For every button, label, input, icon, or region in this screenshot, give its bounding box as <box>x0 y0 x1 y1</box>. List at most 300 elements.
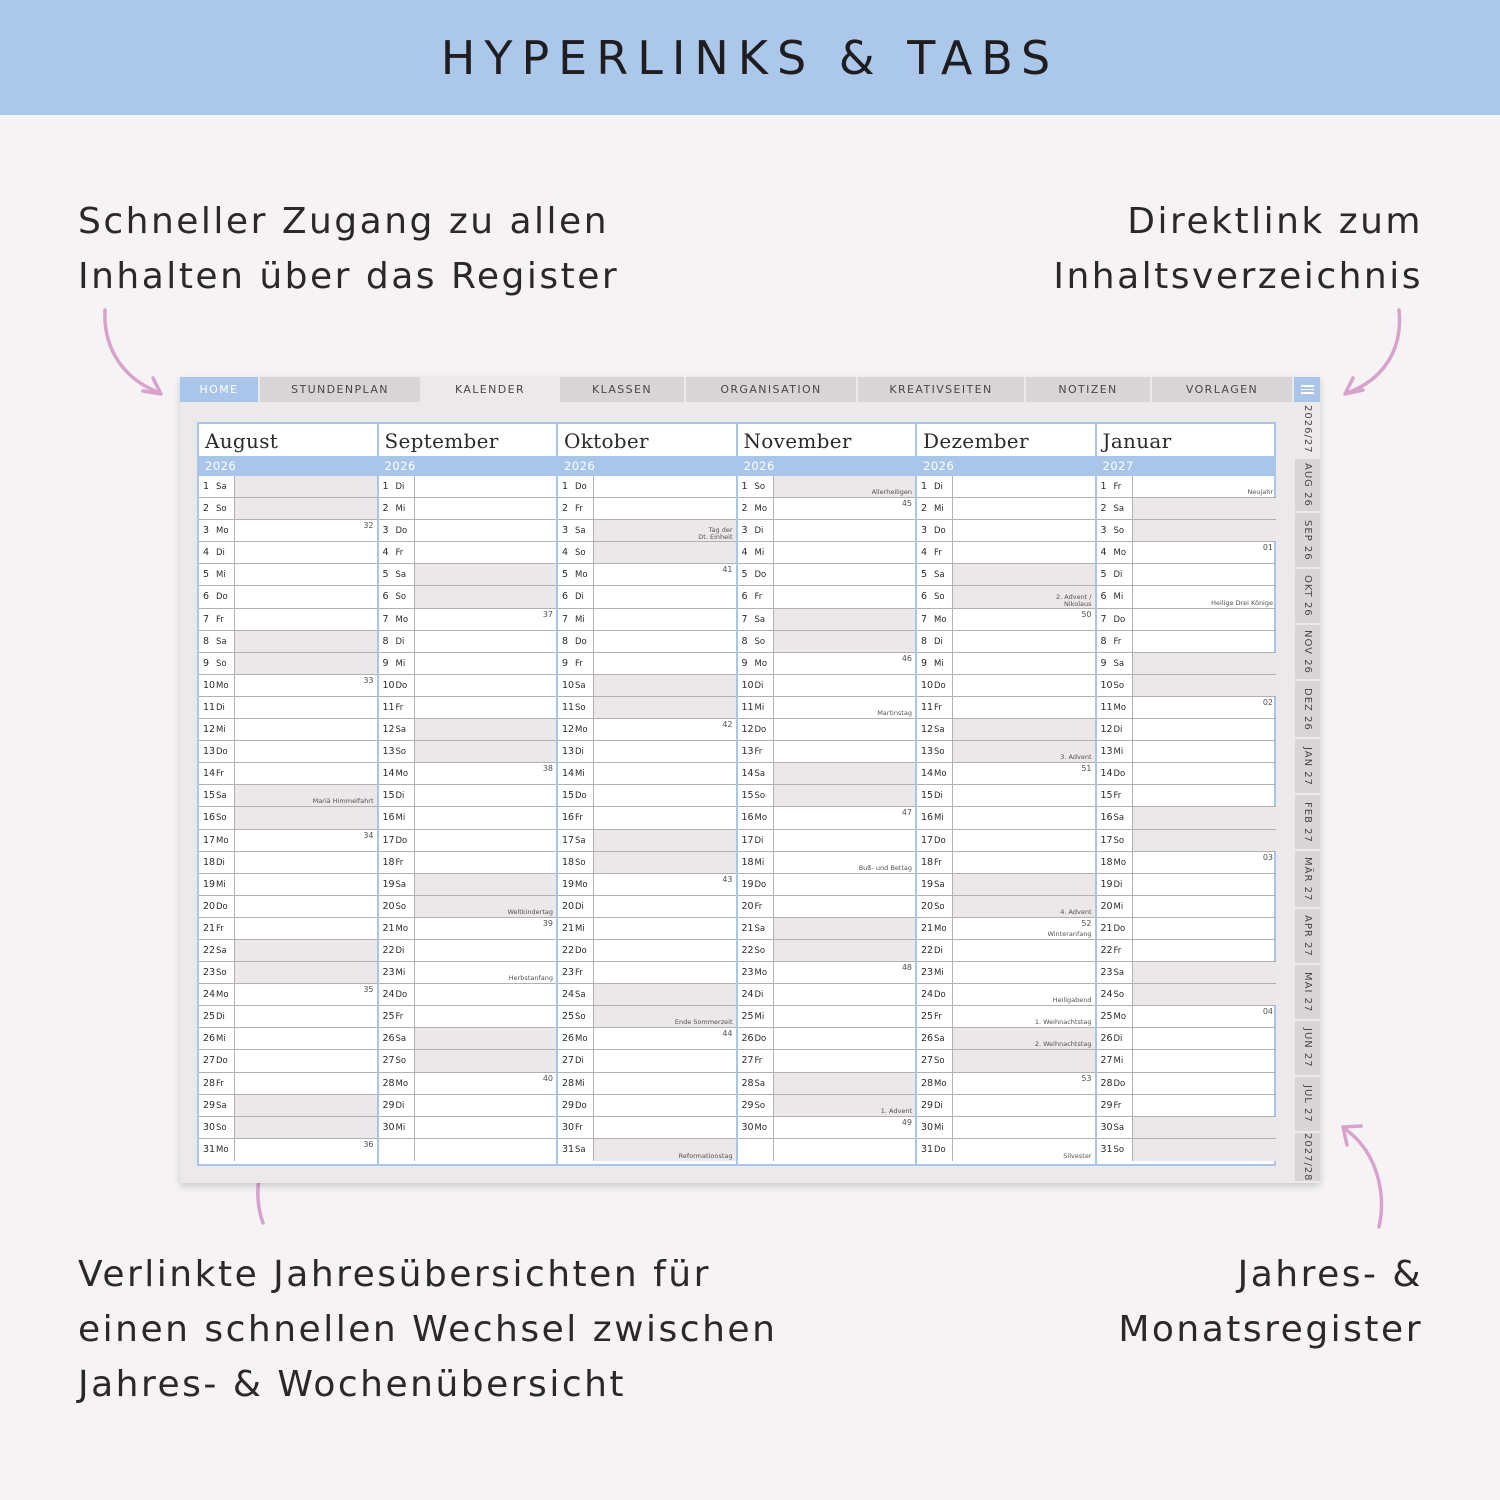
month-name[interactable]: September <box>384 429 499 453</box>
day-row[interactable] <box>199 675 377 697</box>
day-row[interactable] <box>558 763 736 785</box>
day-row[interactable] <box>379 542 557 564</box>
day-note-cell[interactable] <box>953 586 1095 607</box>
day-note-cell[interactable] <box>1133 520 1277 541</box>
day-note-cell[interactable] <box>594 785 736 806</box>
day-note-cell[interactable] <box>235 1050 377 1071</box>
month-name[interactable]: Januar <box>1102 429 1172 453</box>
day-note-cell[interactable] <box>415 896 557 917</box>
day-note-cell[interactable] <box>594 520 736 541</box>
day-row[interactable] <box>379 586 557 608</box>
day-note-cell[interactable] <box>774 1028 916 1049</box>
day-row[interactable] <box>558 984 736 1006</box>
day-note-cell[interactable] <box>415 918 557 939</box>
day-note-cell[interactable] <box>774 984 916 1005</box>
day-note-cell[interactable] <box>774 741 916 762</box>
day-row[interactable] <box>558 520 736 542</box>
side-tab-apr-27[interactable] <box>1295 909 1320 965</box>
day-row[interactable] <box>558 1028 736 1050</box>
day-row[interactable] <box>917 542 1095 564</box>
day-note-cell[interactable] <box>415 498 557 519</box>
day-note-cell[interactable] <box>594 697 736 718</box>
day-row[interactable] <box>199 1139 377 1161</box>
day-row[interactable] <box>738 962 916 984</box>
side-tab-okt-26[interactable] <box>1295 569 1320 625</box>
day-row[interactable] <box>1097 586 1277 608</box>
day-note-cell[interactable] <box>774 653 916 674</box>
day-note-cell[interactable] <box>953 741 1095 762</box>
day-row[interactable] <box>199 874 377 896</box>
day-row[interactable] <box>1097 918 1277 940</box>
day-row[interactable] <box>738 586 916 608</box>
day-row[interactable] <box>1097 807 1277 829</box>
day-row[interactable] <box>379 830 557 852</box>
day-note-cell[interactable] <box>415 1117 557 1138</box>
day-note-cell[interactable] <box>594 653 736 674</box>
day-note-cell[interactable] <box>1133 940 1277 961</box>
day-row[interactable] <box>379 1028 557 1050</box>
day-row[interactable] <box>199 1006 377 1028</box>
day-note-cell[interactable] <box>953 542 1095 563</box>
day-note-cell[interactable] <box>774 962 916 983</box>
week-number[interactable]: 39 <box>542 918 553 928</box>
day-row[interactable] <box>379 631 557 653</box>
day-note-cell[interactable] <box>1133 830 1277 851</box>
day-note-cell[interactable] <box>774 586 916 607</box>
day-note-cell[interactable] <box>415 1139 557 1161</box>
day-row[interactable] <box>379 653 557 675</box>
day-note-cell[interactable] <box>594 1028 736 1049</box>
day-note-cell[interactable] <box>415 564 557 585</box>
day-note-cell[interactable] <box>774 609 916 630</box>
day-row[interactable] <box>738 763 916 785</box>
day-note-cell[interactable] <box>415 1095 557 1116</box>
day-row[interactable] <box>199 918 377 940</box>
day-row[interactable] <box>379 918 557 940</box>
day-note-cell[interactable] <box>594 1139 736 1161</box>
side-tab-2027-28[interactable] <box>1295 1133 1320 1183</box>
day-note-cell[interactable] <box>953 498 1095 519</box>
day-row[interactable] <box>738 697 916 719</box>
day-row[interactable] <box>917 962 1095 984</box>
day-note-cell[interactable] <box>1133 675 1277 696</box>
day-note-cell[interactable] <box>235 763 377 784</box>
day-row[interactable] <box>738 476 916 498</box>
tab-organisation[interactable]: ORGANISATION <box>686 377 858 402</box>
day-note-cell[interactable] <box>1133 918 1277 939</box>
day-row[interactable] <box>917 631 1095 653</box>
day-row[interactable] <box>379 697 557 719</box>
day-row[interactable] <box>379 1117 557 1139</box>
day-note-cell[interactable] <box>415 807 557 828</box>
week-number[interactable]: 03 <box>1262 852 1273 862</box>
day-row[interactable] <box>738 1006 916 1028</box>
week-number[interactable]: 32 <box>363 521 374 531</box>
day-note-cell[interactable] <box>953 1073 1095 1094</box>
day-row[interactable] <box>917 1117 1095 1139</box>
day-row[interactable] <box>1097 697 1277 719</box>
day-note-cell[interactable] <box>1133 542 1277 563</box>
day-row[interactable] <box>558 918 736 940</box>
day-row[interactable] <box>917 653 1095 675</box>
day-row[interactable] <box>1097 675 1277 697</box>
day-row[interactable] <box>379 520 557 542</box>
day-note-cell[interactable] <box>953 896 1095 917</box>
day-row[interactable] <box>199 542 377 564</box>
day-row[interactable] <box>558 498 736 520</box>
day-row[interactable] <box>738 785 916 807</box>
tab-notizen[interactable]: NOTIZEN <box>1026 377 1152 402</box>
day-note-cell[interactable] <box>1133 609 1277 630</box>
day-note-cell[interactable] <box>594 675 736 696</box>
day-row[interactable] <box>379 1006 557 1028</box>
day-note-cell[interactable] <box>235 852 377 873</box>
day-note-cell[interactable] <box>594 476 736 497</box>
day-note-cell[interactable] <box>953 631 1095 652</box>
day-note-cell[interactable] <box>774 1050 916 1071</box>
day-row[interactable] <box>199 564 377 586</box>
side-tab-feb-27[interactable] <box>1295 795 1320 851</box>
day-row[interactable] <box>379 564 557 586</box>
day-note-cell[interactable] <box>235 785 377 806</box>
day-note-cell[interactable] <box>1133 586 1277 607</box>
day-note-cell[interactable] <box>415 1028 557 1049</box>
day-row[interactable] <box>558 586 736 608</box>
day-note-cell[interactable] <box>235 586 377 607</box>
day-note-cell[interactable] <box>953 918 1095 939</box>
day-row[interactable] <box>199 653 377 675</box>
day-row[interactable] <box>738 940 916 962</box>
day-note-cell[interactable] <box>594 741 736 762</box>
day-note-cell[interactable] <box>953 1095 1095 1116</box>
day-row[interactable] <box>738 631 916 653</box>
day-row[interactable] <box>199 697 377 719</box>
day-note-cell[interactable] <box>415 763 557 784</box>
week-number[interactable]: 43 <box>722 874 733 884</box>
day-row[interactable] <box>917 852 1095 874</box>
day-row[interactable] <box>1097 1139 1277 1161</box>
day-note-cell[interactable] <box>953 1139 1095 1161</box>
day-row[interactable] <box>917 675 1095 697</box>
day-row[interactable] <box>738 498 916 520</box>
day-row[interactable] <box>917 874 1095 896</box>
hamburger-menu-icon[interactable] <box>1294 377 1320 402</box>
day-row[interactable] <box>917 498 1095 520</box>
day-row[interactable] <box>738 1095 916 1117</box>
day-row[interactable] <box>738 1028 916 1050</box>
day-row[interactable] <box>917 520 1095 542</box>
day-note-cell[interactable] <box>1133 631 1277 652</box>
day-row[interactable] <box>917 984 1095 1006</box>
week-number[interactable]: 44 <box>722 1029 733 1039</box>
day-note-cell[interactable] <box>953 653 1095 674</box>
day-note-cell[interactable] <box>415 520 557 541</box>
day-note-cell[interactable] <box>235 741 377 762</box>
day-row[interactable] <box>199 609 377 631</box>
day-row[interactable] <box>1097 476 1277 498</box>
day-note-cell[interactable] <box>1133 697 1277 718</box>
day-note-cell[interactable] <box>953 807 1095 828</box>
day-row[interactable] <box>558 1006 736 1028</box>
day-note-cell[interactable] <box>415 675 557 696</box>
week-number[interactable]: 47 <box>901 808 912 818</box>
day-note-cell[interactable] <box>594 830 736 851</box>
day-note-cell[interactable] <box>594 1073 736 1094</box>
day-note-cell[interactable] <box>235 1073 377 1094</box>
day-note-cell[interactable] <box>594 1050 736 1071</box>
day-row[interactable] <box>379 785 557 807</box>
day-note-cell[interactable] <box>1133 852 1277 873</box>
day-row[interactable] <box>738 653 916 675</box>
week-number[interactable]: 04 <box>1262 1007 1273 1017</box>
day-row[interactable] <box>379 874 557 896</box>
day-note-cell[interactable] <box>1133 1050 1277 1071</box>
day-note-cell[interactable] <box>1133 1117 1277 1138</box>
day-row[interactable] <box>379 940 557 962</box>
day-note-cell[interactable] <box>774 520 916 541</box>
day-row[interactable] <box>379 719 557 741</box>
day-row[interactable] <box>738 719 916 741</box>
day-row[interactable] <box>558 653 736 675</box>
side-tab-jan-27[interactable] <box>1295 739 1320 795</box>
day-row[interactable] <box>1097 896 1277 918</box>
day-note-cell[interactable] <box>415 542 557 563</box>
tab-vorlagen[interactable]: VORLAGEN <box>1152 377 1294 402</box>
day-note-cell[interactable] <box>415 697 557 718</box>
day-row[interactable] <box>1097 962 1277 984</box>
day-note-cell[interactable] <box>235 631 377 652</box>
day-note-cell[interactable] <box>774 785 916 806</box>
day-row[interactable] <box>558 564 736 586</box>
day-note-cell[interactable] <box>235 1117 377 1138</box>
day-row[interactable] <box>738 807 916 829</box>
day-row[interactable] <box>738 918 916 940</box>
day-row[interactable] <box>558 896 736 918</box>
day-row[interactable] <box>558 1073 736 1095</box>
week-number[interactable]: 36 <box>363 1139 374 1149</box>
day-row[interactable] <box>1097 874 1277 896</box>
day-note-cell[interactable] <box>953 609 1095 630</box>
day-row[interactable] <box>917 918 1095 940</box>
day-note-cell[interactable] <box>594 1117 736 1138</box>
side-tab-nov-26[interactable] <box>1295 625 1320 681</box>
day-row[interactable] <box>199 896 377 918</box>
day-note-cell[interactable] <box>235 896 377 917</box>
day-row[interactable] <box>738 1050 916 1072</box>
day-note-cell[interactable] <box>774 874 916 895</box>
week-number[interactable]: 40 <box>542 1073 553 1083</box>
week-number[interactable]: 41 <box>722 565 733 575</box>
day-row[interactable] <box>917 1139 1095 1161</box>
day-row[interactable] <box>199 830 377 852</box>
day-note-cell[interactable] <box>953 520 1095 541</box>
month-name[interactable]: November <box>743 429 852 453</box>
day-note-cell[interactable] <box>774 1139 916 1161</box>
day-note-cell[interactable] <box>953 852 1095 873</box>
day-row[interactable] <box>558 874 736 896</box>
day-row[interactable] <box>558 719 736 741</box>
day-row[interactable] <box>199 520 377 542</box>
day-row[interactable] <box>917 586 1095 608</box>
day-row[interactable] <box>1097 542 1277 564</box>
day-row[interactable] <box>558 631 736 653</box>
day-note-cell[interactable] <box>415 586 557 607</box>
side-tab-mär-27[interactable] <box>1295 851 1320 909</box>
day-note-cell[interactable] <box>594 807 736 828</box>
day-note-cell[interactable] <box>953 476 1095 497</box>
day-row[interactable] <box>379 1050 557 1072</box>
day-row[interactable] <box>379 498 557 520</box>
day-note-cell[interactable] <box>594 896 736 917</box>
day-note-cell[interactable] <box>953 962 1095 983</box>
day-row[interactable] <box>558 1050 736 1072</box>
day-note-cell[interactable] <box>235 719 377 740</box>
day-row[interactable] <box>738 984 916 1006</box>
day-note-cell[interactable] <box>594 498 736 519</box>
day-row[interactable] <box>199 741 377 763</box>
day-row[interactable] <box>1097 609 1277 631</box>
day-row[interactable] <box>379 962 557 984</box>
day-row[interactable] <box>199 1050 377 1072</box>
day-row[interactable] <box>379 984 557 1006</box>
day-note-cell[interactable] <box>415 609 557 630</box>
day-row[interactable] <box>558 830 736 852</box>
day-note-cell[interactable] <box>1133 653 1277 674</box>
day-note-cell[interactable] <box>953 940 1095 961</box>
month-name[interactable]: Oktober <box>564 429 649 453</box>
day-note-cell[interactable] <box>1133 807 1277 828</box>
day-row[interactable] <box>917 741 1095 763</box>
day-note-cell[interactable] <box>774 564 916 585</box>
day-row[interactable] <box>379 1095 557 1117</box>
day-row[interactable] <box>379 896 557 918</box>
day-note-cell[interactable] <box>774 940 916 961</box>
day-note-cell[interactable] <box>235 542 377 563</box>
day-note-cell[interactable] <box>415 1073 557 1094</box>
day-note-cell[interactable] <box>1133 1095 1277 1116</box>
day-note-cell[interactable] <box>774 675 916 696</box>
day-row[interactable] <box>917 476 1095 498</box>
day-note-cell[interactable] <box>235 830 377 851</box>
day-row[interactable] <box>379 1139 557 1161</box>
day-note-cell[interactable] <box>235 984 377 1005</box>
day-row[interactable] <box>917 940 1095 962</box>
day-note-cell[interactable] <box>235 962 377 983</box>
day-row[interactable] <box>1097 719 1277 741</box>
day-note-cell[interactable] <box>1133 498 1277 519</box>
day-note-cell[interactable] <box>1133 1139 1277 1161</box>
week-number[interactable]: 02 <box>1262 697 1273 707</box>
day-row[interactable] <box>1097 631 1277 653</box>
day-row[interactable] <box>199 631 377 653</box>
day-note-cell[interactable] <box>415 852 557 873</box>
day-row[interactable] <box>199 476 377 498</box>
day-row[interactable] <box>558 1095 736 1117</box>
day-note-cell[interactable] <box>415 476 557 497</box>
day-note-cell[interactable] <box>774 498 916 519</box>
day-note-cell[interactable] <box>594 564 736 585</box>
week-number[interactable]: 49 <box>901 1117 912 1127</box>
day-row[interactable] <box>558 741 736 763</box>
day-note-cell[interactable] <box>415 984 557 1005</box>
day-row[interactable] <box>738 1139 916 1161</box>
week-number[interactable]: 50 <box>1081 609 1092 619</box>
side-tab-jun-27[interactable] <box>1295 1021 1320 1077</box>
tab-kreativseiten[interactable]: KREATIVSEITEN <box>858 377 1026 402</box>
day-note-cell[interactable] <box>235 476 377 497</box>
day-note-cell[interactable] <box>594 1006 736 1027</box>
day-row[interactable] <box>558 962 736 984</box>
day-note-cell[interactable] <box>774 852 916 873</box>
day-note-cell[interactable] <box>774 697 916 718</box>
day-note-cell[interactable] <box>1133 984 1277 1005</box>
day-row[interactable] <box>379 675 557 697</box>
day-note-cell[interactable] <box>235 1139 377 1161</box>
day-note-cell[interactable] <box>953 1050 1095 1071</box>
day-row[interactable] <box>917 719 1095 741</box>
day-row[interactable] <box>199 1117 377 1139</box>
day-note-cell[interactable] <box>1133 1073 1277 1094</box>
day-note-cell[interactable] <box>235 874 377 895</box>
day-row[interactable] <box>199 984 377 1006</box>
day-note-cell[interactable] <box>235 609 377 630</box>
tab-klassen[interactable]: KLASSEN <box>560 377 686 402</box>
day-note-cell[interactable] <box>594 631 736 652</box>
day-row[interactable] <box>199 852 377 874</box>
day-note-cell[interactable] <box>594 874 736 895</box>
day-row[interactable] <box>199 586 377 608</box>
day-row[interactable] <box>917 807 1095 829</box>
day-row[interactable] <box>558 852 736 874</box>
day-row[interactable] <box>917 1028 1095 1050</box>
day-note-cell[interactable] <box>953 719 1095 740</box>
day-row[interactable] <box>917 1006 1095 1028</box>
week-number[interactable]: 33 <box>363 675 374 685</box>
day-row[interactable] <box>199 763 377 785</box>
day-row[interactable] <box>558 1139 736 1161</box>
week-number[interactable]: 53 <box>1081 1073 1092 1083</box>
day-row[interactable] <box>379 741 557 763</box>
day-row[interactable] <box>1097 1095 1277 1117</box>
week-number[interactable]: 45 <box>901 499 912 509</box>
day-row[interactable] <box>738 520 916 542</box>
day-note-cell[interactable] <box>1133 962 1277 983</box>
day-note-cell[interactable] <box>594 940 736 961</box>
day-note-cell[interactable] <box>235 1006 377 1027</box>
day-note-cell[interactable] <box>415 874 557 895</box>
tab-home[interactable]: HOME <box>180 377 260 402</box>
day-row[interactable] <box>199 962 377 984</box>
day-note-cell[interactable] <box>953 785 1095 806</box>
week-number[interactable]: 34 <box>363 830 374 840</box>
day-note-cell[interactable] <box>594 609 736 630</box>
day-row[interactable] <box>738 830 916 852</box>
day-note-cell[interactable] <box>774 763 916 784</box>
day-row[interactable] <box>1097 520 1277 542</box>
week-number[interactable]: 01 <box>1262 543 1273 553</box>
day-note-cell[interactable] <box>415 785 557 806</box>
day-note-cell[interactable] <box>235 564 377 585</box>
day-note-cell[interactable] <box>953 763 1095 784</box>
week-number[interactable]: 48 <box>901 963 912 973</box>
day-note-cell[interactable] <box>953 1117 1095 1138</box>
day-row[interactable] <box>917 697 1095 719</box>
day-note-cell[interactable] <box>415 1006 557 1027</box>
day-note-cell[interactable] <box>953 1028 1095 1049</box>
day-note-cell[interactable] <box>953 564 1095 585</box>
day-row[interactable] <box>199 1028 377 1050</box>
day-note-cell[interactable] <box>1133 564 1277 585</box>
